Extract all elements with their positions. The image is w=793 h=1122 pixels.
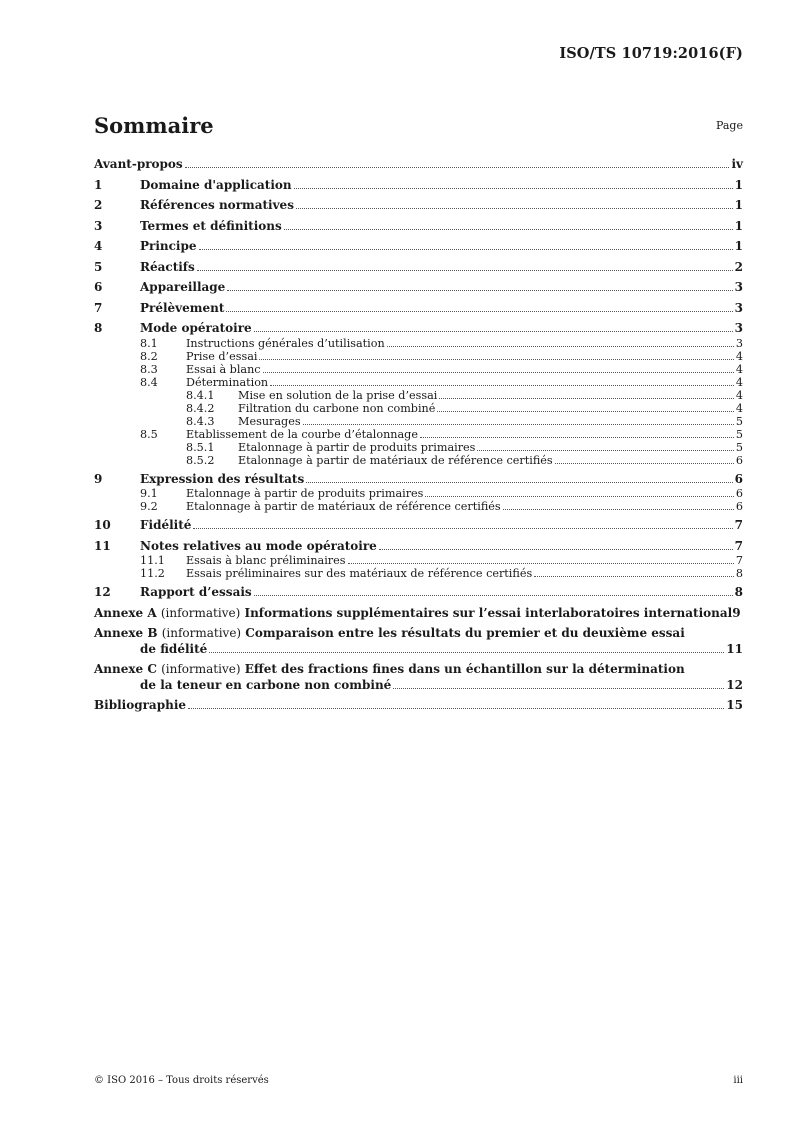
footer-copyright: © ISO 2016 – Tous droits réservés xyxy=(94,1075,269,1086)
toc-entry[interactable] xyxy=(94,321,743,337)
toc-entry[interactable] xyxy=(94,585,743,601)
toc-entry-page: 7 xyxy=(734,518,743,532)
toc-leader-dots xyxy=(437,411,734,412)
toc-leader-dots xyxy=(555,463,734,464)
toc-entry-line xyxy=(94,260,743,276)
toc-annex-title: Comparaison entre les résultats du premier et du deuxième essai xyxy=(245,626,685,640)
toc-leader-dots xyxy=(263,372,734,373)
toc-annex-title-cont: de fidélité xyxy=(140,641,208,656)
toc-entry-page: 3 xyxy=(734,321,743,335)
toc-entry-page: 7 xyxy=(735,554,743,567)
toc-leader-dots xyxy=(294,188,733,189)
toc-entry[interactable] xyxy=(94,500,743,513)
toc-entry-title: Rapport d’essais xyxy=(140,585,252,599)
toc-leader-dots xyxy=(259,359,733,360)
toc-leader-dots xyxy=(379,549,733,550)
toc-entry[interactable] xyxy=(94,415,743,428)
toc-leader-dots xyxy=(227,290,732,291)
toc-entry-number: 8.5.1 xyxy=(186,440,215,454)
toc-entry[interactable] xyxy=(94,472,743,488)
toc-entry-number: 8.4.1 xyxy=(186,388,215,402)
toc-entry-number: 4 xyxy=(94,239,103,253)
toc-entry-number: 11 xyxy=(94,538,111,553)
toc-leader-dots xyxy=(209,652,724,653)
toc-bibliography-title: Bibliographie xyxy=(94,698,187,712)
toc-entry-number: 6 xyxy=(94,280,103,294)
toc-entry-line xyxy=(94,518,743,534)
toc-entry-page: 6 xyxy=(735,453,743,467)
toc-entry-number: 12 xyxy=(94,585,111,599)
toc-entry-page: 3 xyxy=(734,300,743,315)
toc-entry[interactable] xyxy=(94,198,743,214)
toc-entry[interactable] xyxy=(94,239,743,255)
toc-annex-title-cont: de la teneur en carbone non combiné xyxy=(140,677,392,692)
toc-entry[interactable] xyxy=(94,567,743,580)
toc-entry-number: 1 xyxy=(94,177,103,192)
toc-entry-title: Etalonnage à partir de matériaux de référence certifiés xyxy=(238,453,553,467)
toc-leader-dots xyxy=(303,424,734,425)
toc-annex-continuation xyxy=(94,678,743,694)
toc-entry[interactable] xyxy=(94,402,743,415)
toc-entry[interactable] xyxy=(94,350,743,363)
toc-entry-line xyxy=(94,554,743,567)
toc-entry-title: Domaine d'application xyxy=(140,177,292,192)
toc-leader-dots xyxy=(199,249,733,250)
toc-entry[interactable] xyxy=(94,363,743,376)
toc-entry-page: iv xyxy=(731,157,743,171)
toc-leader-dots xyxy=(254,595,733,596)
toc-leader-dots xyxy=(477,450,733,451)
toc-entry[interactable] xyxy=(94,280,743,296)
toc-entry-title: Filtration du carbone non combiné xyxy=(238,401,436,415)
toc-entry-number: 8.4.2 xyxy=(186,401,215,415)
toc-entry-page: 5 xyxy=(735,440,743,454)
toc-entry[interactable] xyxy=(94,518,743,534)
toc-entry-title: Mode opératoire xyxy=(140,321,252,335)
toc-leader-dots xyxy=(348,563,734,564)
toc-entry-line xyxy=(94,219,743,235)
toc-leader-dots xyxy=(503,509,734,510)
toc-entry[interactable] xyxy=(94,428,743,441)
toc-entry-title: Etalonnage à partir de matériaux de référence certifiés xyxy=(186,500,501,513)
toc-entry-title: Mise en solution de la prise d’essai xyxy=(238,388,438,402)
toc-entry[interactable] xyxy=(94,487,743,500)
toc-entry-number: 11.2 xyxy=(140,567,165,580)
toc-entry[interactable] xyxy=(94,260,743,276)
toc-annex-line xyxy=(94,626,743,642)
toc-entry-line xyxy=(94,376,743,389)
toc-leader-dots xyxy=(226,311,732,312)
toc-entry-line xyxy=(94,567,743,580)
toc-entry-title: Notes relatives au mode opératoire xyxy=(140,538,377,553)
document-id: ISO/TS 10719:2016(F) xyxy=(559,45,743,62)
toc-entry-line xyxy=(94,157,743,173)
toc-annex-qualifier: (informative) xyxy=(161,662,241,676)
toc-leader-dots xyxy=(420,437,734,438)
toc-entry-line xyxy=(94,500,743,513)
toc-entry-line xyxy=(94,472,743,488)
toc-entry-page: 1 xyxy=(734,218,743,233)
toc-annex-qualifier: (informative) xyxy=(161,626,242,640)
toc-entry[interactable] xyxy=(94,554,743,567)
toc-leader-dots xyxy=(296,208,733,209)
toc-entry-page: 5 xyxy=(735,427,743,441)
toc-entry-number: 9.2 xyxy=(140,500,158,513)
toc-annex-heading xyxy=(94,606,732,622)
toc-annex-entry[interactable] xyxy=(94,662,743,693)
toc-entry-page: 3 xyxy=(735,336,743,350)
toc-entry-title: Termes et définitions xyxy=(140,218,282,233)
toc-entry[interactable] xyxy=(94,178,743,194)
toc-entry-number: 8.5 xyxy=(140,427,158,441)
toc-annex-qualifier: (informative) xyxy=(160,605,241,620)
toc-leader-dots xyxy=(254,331,733,332)
toc-entry-line xyxy=(94,698,743,714)
toc-entry-title: Prise d’essai xyxy=(186,349,258,363)
toc-leader-dots xyxy=(393,688,724,689)
toc-entry-page: 4 xyxy=(735,388,743,402)
toc-entry-page: 7 xyxy=(734,538,743,553)
toc-entry-title: Essais à blanc préliminaires xyxy=(186,554,346,567)
toc-annex-entry[interactable] xyxy=(94,626,743,657)
toc-entry-number: 11.1 xyxy=(140,554,165,567)
table-of-contents xyxy=(94,152,743,714)
toc-entry[interactable] xyxy=(94,157,743,173)
toc-entry-title: Appareillage xyxy=(140,280,226,294)
toc-entry-line xyxy=(94,402,743,415)
toc-entry-number: 9 xyxy=(94,471,103,486)
toc-entry-number: 8.5.2 xyxy=(186,453,215,467)
toc-entry-line xyxy=(94,350,743,363)
toc-leader-dots xyxy=(387,346,734,347)
footer-page-number: iii xyxy=(733,1075,743,1086)
toc-entry-title: Expression des résultats xyxy=(140,471,305,486)
toc-entry[interactable] xyxy=(94,539,743,555)
page-column-label: Page xyxy=(715,119,743,132)
toc-entry-page: 6 xyxy=(734,471,743,486)
toc-annex-heading xyxy=(94,662,685,678)
toc-entry-page: 1 xyxy=(734,198,743,212)
toc-entry-title: Essais préliminaires sur des matériaux de référence certifiés xyxy=(186,567,533,580)
toc-entry-page: 4 xyxy=(735,401,743,415)
toc-annex-label: Annexe C xyxy=(94,662,157,676)
toc-entry-line xyxy=(94,363,743,376)
toc-entry-page: 6 xyxy=(735,487,743,500)
toc-leader-dots xyxy=(185,167,730,168)
toc-entry-line xyxy=(94,454,743,467)
toc-bibliography-entry[interactable] xyxy=(94,698,743,714)
toc-annex-label: Annexe A xyxy=(94,605,157,620)
toc-entry-line xyxy=(94,428,743,441)
toc-leader-dots xyxy=(270,385,734,386)
toc-entry-line xyxy=(94,337,743,350)
toc-entry-title: Essai à blanc xyxy=(186,362,261,376)
toc-entry[interactable] xyxy=(94,301,743,317)
toc-entry-line xyxy=(94,415,743,428)
toc-entry-title: Etalonnage à partir de produits primaires xyxy=(238,440,476,454)
toc-entry-number: 9.1 xyxy=(140,487,158,500)
toc-entry-title: Instructions générales d’utilisation xyxy=(186,336,385,350)
toc-entry-number: 8 xyxy=(94,321,103,335)
toc-annex-page: 12 xyxy=(726,677,743,692)
toc-entry-number: 7 xyxy=(94,300,103,315)
toc-leader-dots xyxy=(188,708,724,709)
toc-annex-continuation xyxy=(94,642,743,658)
toc-leader-dots xyxy=(193,528,732,529)
toc-entry-title: Détermination xyxy=(186,375,269,389)
toc-entry-line xyxy=(94,389,743,402)
toc-entry[interactable] xyxy=(94,441,743,454)
toc-entry-title: Mesurages xyxy=(238,414,301,428)
toc-entry-line xyxy=(94,441,743,454)
toc-entry-title: Etalonnage à partir de produits primaires xyxy=(186,487,424,500)
toc-entry-line xyxy=(94,539,743,555)
toc-entry-title: Références normatives xyxy=(140,198,294,212)
toc-entry-line xyxy=(94,487,743,500)
toc-leader-dots xyxy=(306,482,732,483)
toc-entry-line xyxy=(94,198,743,214)
toc-entry-title: Réactifs xyxy=(140,259,195,274)
toc-entry-number: 8.3 xyxy=(140,362,158,376)
toc-entry-title: Prélèvement xyxy=(140,300,225,315)
toc-leader-dots xyxy=(425,496,733,497)
toc-entry-page: 1 xyxy=(734,177,743,192)
toc-annex-line xyxy=(94,662,743,678)
toc-entry[interactable] xyxy=(94,376,743,389)
toc-entry-title: Principe xyxy=(140,239,197,253)
toc-entry-line xyxy=(94,301,743,317)
toc-entry-number: 8.4.3 xyxy=(186,414,215,428)
toc-entry-page: 4 xyxy=(735,362,743,376)
toc-leader-dots xyxy=(197,270,733,271)
toc-entry-number: 5 xyxy=(94,259,103,274)
toc-annex-page: 11 xyxy=(726,641,743,656)
toc-entry-page: 8 xyxy=(734,585,743,599)
toc-annex-heading xyxy=(94,626,685,642)
toc-entry-page: 5 xyxy=(735,414,743,428)
toc-entry-line xyxy=(94,178,743,194)
toc-leader-dots xyxy=(534,576,734,577)
toc-entry[interactable] xyxy=(94,219,743,235)
toc-leader-dots xyxy=(284,229,733,230)
toc-entry[interactable] xyxy=(94,337,743,350)
toc-entry-page: 3 xyxy=(734,280,743,294)
toc-entry-title: Fidélité xyxy=(140,518,192,532)
toc-entry-line xyxy=(94,280,743,296)
toc-entry[interactable] xyxy=(94,389,743,402)
toc-entry-page: 2 xyxy=(734,259,743,274)
toc-entry-title: Etablissement de la courbe d’étalonnage xyxy=(186,427,418,441)
toc-entry-number: 2 xyxy=(94,198,103,212)
toc-annex-label: Annexe B xyxy=(94,626,158,640)
toc-annex-page: 9 xyxy=(732,605,741,620)
toc-annex-entry[interactable] xyxy=(94,606,743,622)
toc-entry-title: Avant-propos xyxy=(94,157,183,171)
toc-entry-number: 8.4 xyxy=(140,375,158,389)
toc-entry-line xyxy=(94,321,743,337)
toc-leader-dots xyxy=(439,398,733,399)
toc-bibliography-page: 15 xyxy=(726,698,743,712)
toc-entry-number: 10 xyxy=(94,518,111,532)
toc-annex-line xyxy=(94,606,743,622)
toc-annex-title: Effet des fractions fines dans un échantillon sur la détermination xyxy=(244,662,685,676)
toc-entry-page: 4 xyxy=(735,375,743,389)
toc-entry-number: 8.1 xyxy=(140,336,158,350)
toc-entry[interactable] xyxy=(94,454,743,467)
toc-annex-title: Informations supplémentaires sur l’essai interlaboratoires international xyxy=(244,605,733,620)
toc-entry-page: 1 xyxy=(734,239,743,253)
toc-entry-line xyxy=(94,585,743,601)
toc-entry-page: 8 xyxy=(735,567,743,580)
toc-entry-page: 4 xyxy=(735,349,743,363)
toc-entry-line xyxy=(94,239,743,255)
toc-entry-number: 3 xyxy=(94,218,103,233)
toc-entry-page: 6 xyxy=(735,500,743,513)
toc-entry-number: 8.2 xyxy=(140,349,158,363)
page-title: Sommaire xyxy=(94,113,214,138)
